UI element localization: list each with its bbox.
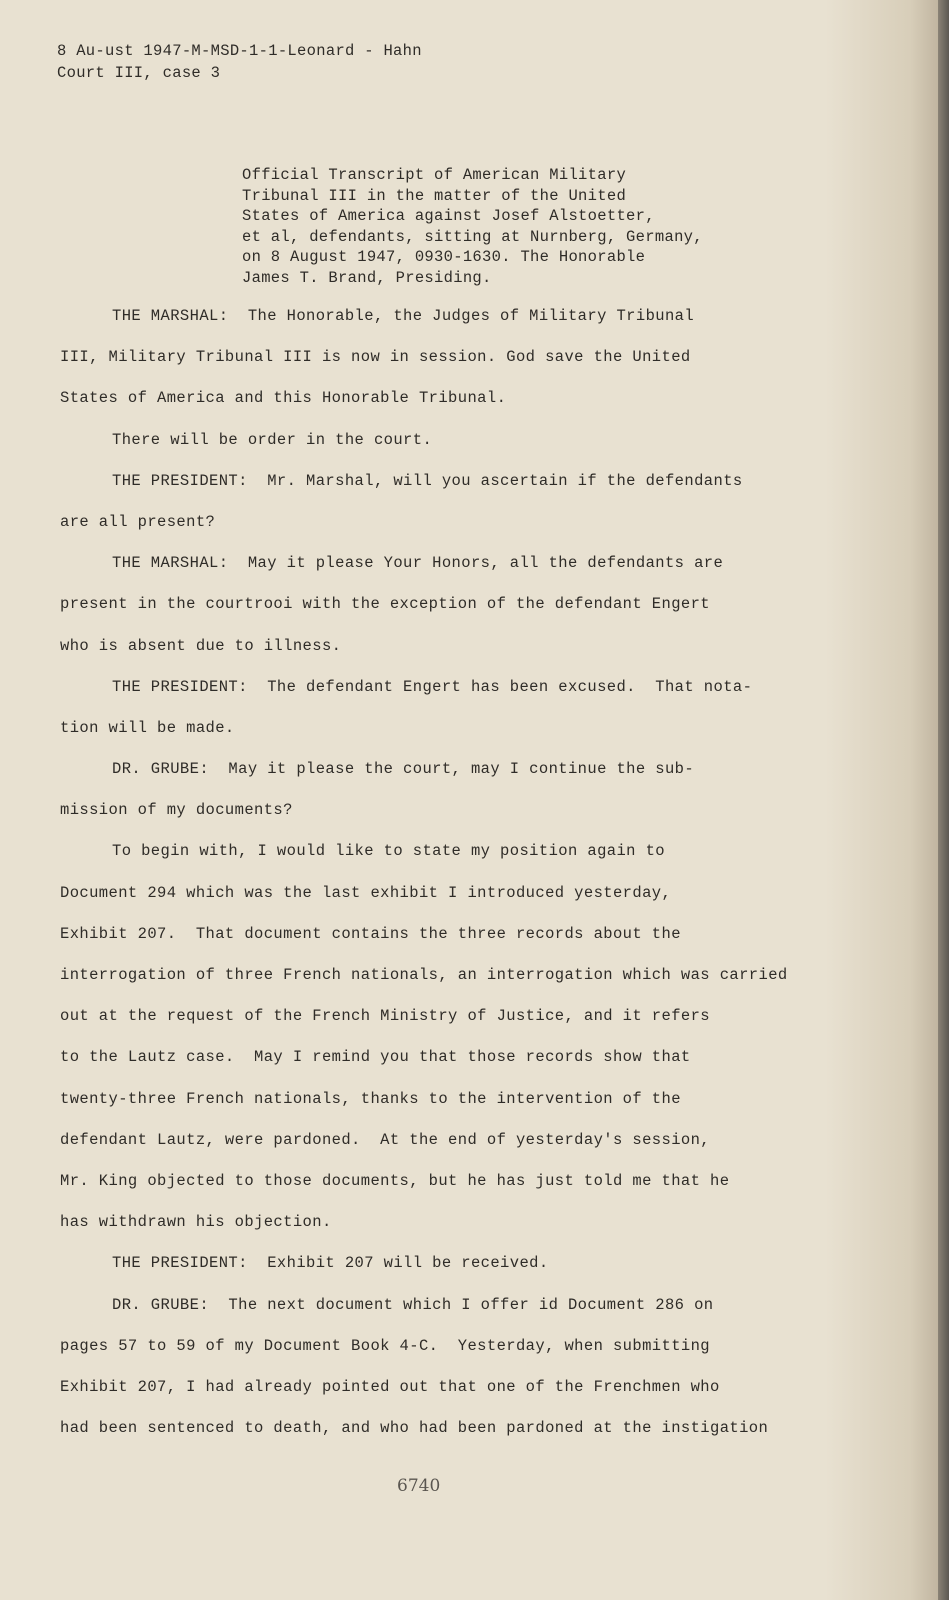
caption-line: James T. Brand, Presiding. <box>242 268 492 287</box>
transcript-line: States of America and this Honorable Tribunal. <box>60 389 507 408</box>
header-block <box>57 40 422 84</box>
transcript-line: THE MARSHAL: May it please Your Honors, all the defendants are <box>112 554 724 573</box>
transcript-line: are all present? <box>60 512 216 531</box>
transcript-line: who is absent due to illness. <box>60 636 342 655</box>
caption-line: Official Transcript of American Military <box>242 166 627 184</box>
transcript-line: to the Lautz case. May I remind you that those records show that <box>60 1048 691 1067</box>
transcript-line: THE PRESIDENT: Mr. Marshal, will you ascertain if the defendants <box>112 471 743 490</box>
transcript-line: Mr. King objected to those documents, but he has just told me that he <box>60 1171 730 1190</box>
transcript-body <box>60 304 850 1457</box>
page-number: 6740 <box>397 1476 441 1496</box>
transcript-line: There will be order in the court. <box>112 430 433 449</box>
transcript-line: Exhibit 207, I had already pointed out that one of the Frenchmen who <box>60 1377 720 1396</box>
transcript-line: III, Military Tribunal III is now in session. God save the United <box>60 348 691 367</box>
transcript-caption <box>242 165 703 289</box>
transcript-line: THE PRESIDENT: The defendant Engert has been excused. That nota- <box>112 677 753 696</box>
caption-line: et al, defendants, sitting at Nurnberg, Germany, <box>242 227 703 246</box>
transcript-line: has withdrawn his objection. <box>60 1213 332 1232</box>
transcript-line: THE PRESIDENT: Exhibit 207 will be received. <box>112 1254 549 1273</box>
page-edge-shadow <box>938 0 949 1600</box>
transcript-line: pages 57 to 59 of my Document Book 4-C. Yesterday, when submitting <box>60 1336 711 1355</box>
header-line-court: Court III, case 3 <box>57 64 221 82</box>
transcript-line: DR. GRUBE: The next document which I offer id Document 286 on <box>112 1295 714 1314</box>
transcript-line: DR. GRUBE: May it please the court, may I continue the sub- <box>112 760 695 779</box>
transcript-line: Exhibit 207. That document contains the three records about the <box>60 924 681 943</box>
transcript-line: had been sentenced to death, and who had been pardoned at the instigation <box>60 1419 769 1438</box>
caption-line: on 8 August 1947, 0930-1630. The Honorable <box>242 248 646 267</box>
transcript-line: defendant Lautz, were pardoned. At the end of yesterday's session, <box>60 1130 711 1149</box>
caption-line: Tribunal III in the matter of the United <box>242 186 627 205</box>
transcript-line: THE MARSHAL: The Honorable, the Judges of Military Tribunal <box>112 307 695 325</box>
transcript-line: interrogation of three French nationals, an interrogation which was carried <box>60 966 788 984</box>
transcript-line: mission of my documents? <box>60 801 293 820</box>
transcript-line: Document 294 which was the last exhibit I introduced yesterday, <box>60 883 672 902</box>
caption-line: States of America against Josef Alstoetter, <box>242 207 655 226</box>
transcript-line: tion will be made. <box>60 718 235 737</box>
transcript-line: To begin with, I would like to state my position again to <box>112 842 665 861</box>
transcript-line: out at the request of the French Ministry of Justice, and it refers <box>60 1007 711 1026</box>
header-line-date: 8 Au-ust 1947-M-MSD-1-1-Leonard - Hahn <box>57 42 422 60</box>
transcript-line: twenty-three French nationals, thanks to the intervention of the <box>60 1089 681 1108</box>
transcript-line: present in the courtrooi with the exception of the defendant Engert <box>60 595 711 614</box>
